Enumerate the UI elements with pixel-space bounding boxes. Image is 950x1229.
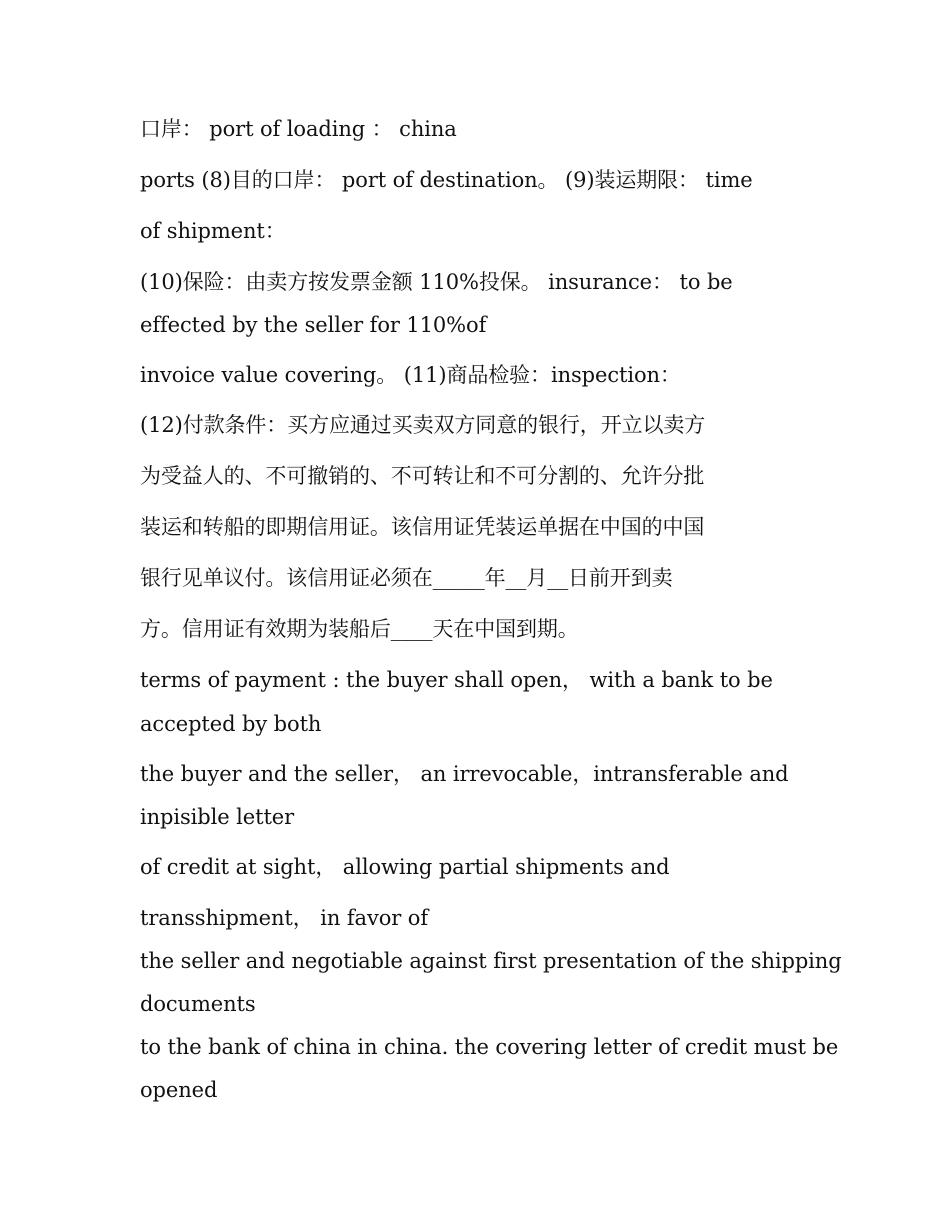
text-line: invoice value covering。 (11)商品检验：inspection：	[140, 363, 681, 387]
text-line: 装运和转船的即期信用证。该信用证凭装运单据在中国的中国	[140, 515, 705, 539]
text-line: to the bank of china in china. the covering letter of credit must be	[140, 1035, 839, 1059]
text-line: 方。信用证有效期为装船后____天在中国到期。	[140, 617, 579, 641]
text-line: 银行见单议付。该信用证必须在_____年__月__日前开到卖	[140, 566, 673, 590]
text-line: inpisible letter	[140, 805, 295, 829]
text-line: (12)付款条件：买方应通过买卖双方同意的银行，开立以卖方	[140, 413, 706, 437]
text-line: ports (8)目的口岸： port of destination。 (9)装运期限： time	[140, 168, 753, 192]
text-line: of credit at sight， allowing partial shipments and	[140, 855, 670, 879]
text-line: of shipment：	[140, 219, 286, 243]
text-line: 为受益人的、不可撤销的、不可转让和不可分割的、允许分批	[140, 464, 705, 488]
text-line: transshipment， in favor of	[140, 906, 428, 930]
text-line: terms of payment : the buyer shall open， with a bank to be	[140, 668, 773, 692]
text-line: 口岸： port of loading ： china	[140, 117, 457, 141]
text-line: effected by the seller for 110%of	[140, 313, 487, 337]
text-line: documents	[140, 992, 256, 1016]
text-line: the seller and negotiable against first presentation of the shipping	[140, 949, 842, 973]
text-line: accepted by both	[140, 712, 322, 736]
text-line: the buyer and the seller， an irrevocable，intransferable and	[140, 762, 789, 786]
text-line: (10)保险：由卖方按发票金额 110%投保。 insurance： to be	[140, 270, 733, 294]
text-line: opened	[140, 1078, 218, 1102]
